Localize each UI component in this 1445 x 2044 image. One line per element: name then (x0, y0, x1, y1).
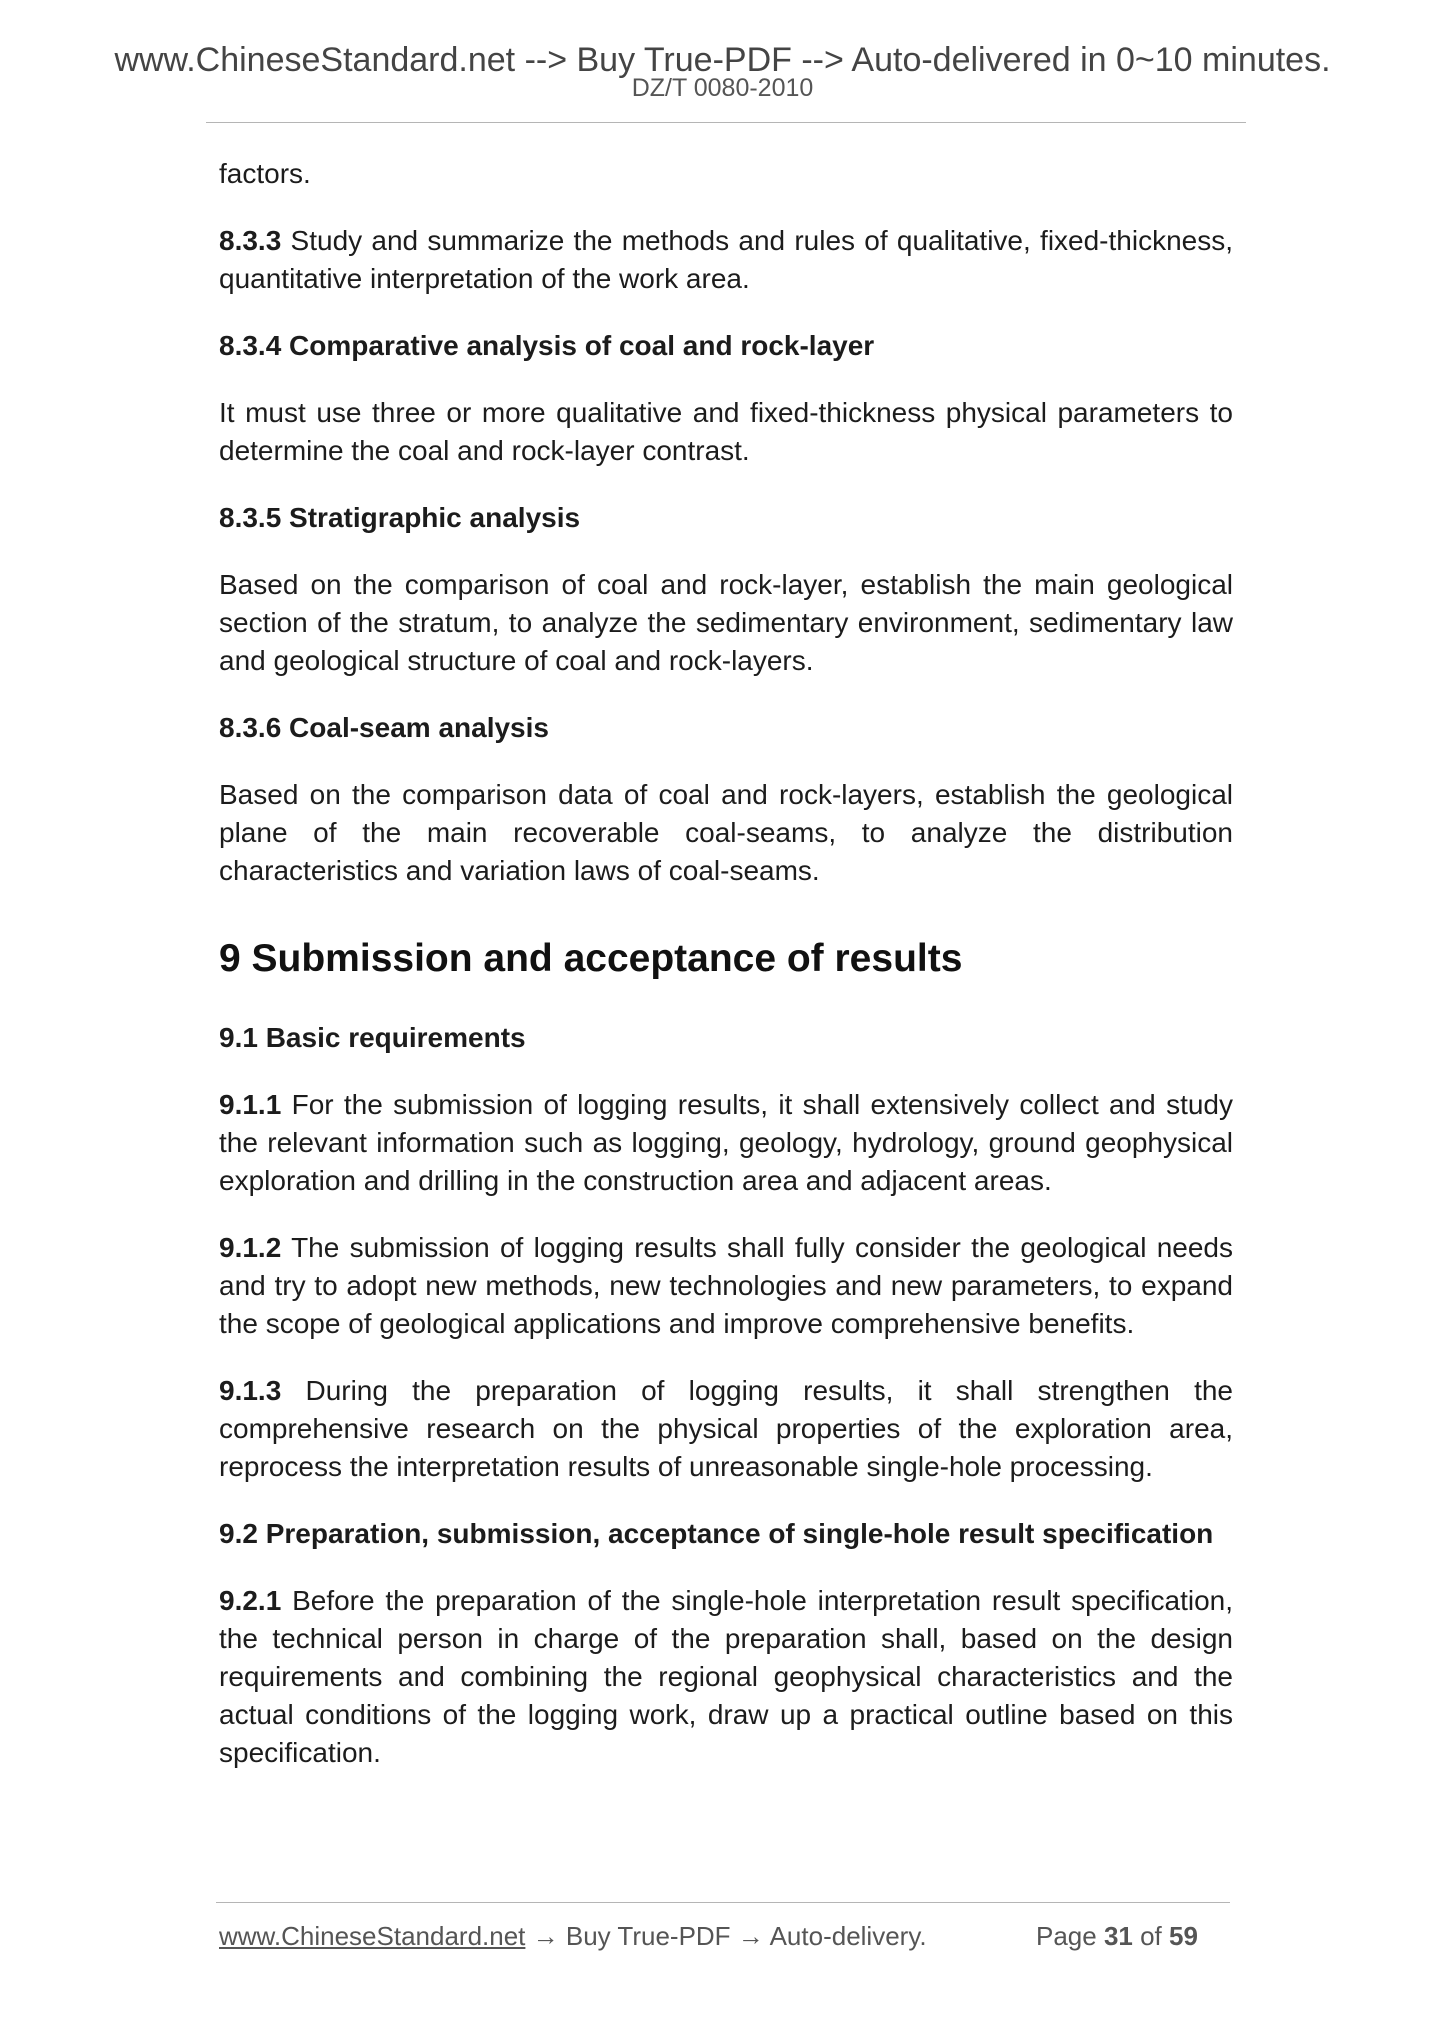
clause-8-3-3 (219, 222, 1233, 298)
clause-9-1-1 (219, 1086, 1233, 1200)
clause-number: 9.1.2 (219, 1232, 282, 1263)
clause-text: For the submission of logging results, it shall extensively collect and study the relevant information such as logging, geology, hydrology, ground geophysical exploration and drilling in the construction area and adjacent areas. (219, 1089, 1233, 1196)
header-banner: www.ChineseStandard.net --> Buy True-PDF --> Auto-delivered in 0~10 minutes. (114, 41, 1331, 79)
section-text-8-3-4: It must use three or more qualitative and fixed-thickness physical parameters to determine the coal and rock-layer contrast. (219, 397, 1233, 466)
footer-site-link[interactable]: www.ChineseStandard.net (219, 1921, 526, 1951)
clause-9-2-1 (219, 1582, 1233, 1772)
section-heading-8-3-5: 8.3.5 Stratigraphic analysis (219, 502, 581, 533)
footer-divider (216, 1902, 1230, 1903)
header-divider (206, 122, 1246, 123)
paragraph-continuation: factors. (219, 158, 311, 189)
section-heading-8-3-4: 8.3.4 Comparative analysis of coal and rock-layer (219, 330, 875, 361)
arrow-right-icon: → (730, 1921, 770, 1951)
section-heading-9-2: 9.2 Preparation, submission, acceptance of single-hole result specification (219, 1518, 1214, 1549)
total-pages: 59 (1169, 1921, 1198, 1951)
footer-links (219, 1920, 927, 1952)
section-text-8-3-5: Based on the comparison of coal and rock-layer, establish the main geological section of the stratum, to analyze the sedimentary environment, sedimentary law and geological structure of coal and rock-layers. (219, 569, 1233, 676)
arrow-right-icon: → (525, 1921, 566, 1951)
clause-number: 9.1.1 (219, 1089, 282, 1120)
page-label: Page (1036, 1921, 1104, 1951)
clause-9-1-3 (219, 1372, 1233, 1486)
section-heading-9-1: 9.1 Basic requirements (219, 1022, 526, 1053)
clause-number: 9.1.3 (219, 1375, 282, 1406)
section-heading-8-3-6: 8.3.6 Coal-seam analysis (219, 712, 549, 743)
page-number: 31 (1103, 1921, 1133, 1951)
clause-text: Study and summarize the methods and rules of qualitative, fixed-thickness, quantitative interpretation of the work area. (219, 225, 1233, 294)
footer-buy-text: Buy True-PDF (565, 1921, 731, 1951)
chapter-heading-9: 9 Submission and acceptance of results (219, 937, 963, 980)
clause-text: During the preparation of logging results, it shall strengthen the comprehensive research on the physical properties of the exploration area, reprocess the interpretation results of unreasonable single-hole processing. (219, 1375, 1233, 1482)
standard-code: DZ/T 0080-2010 (631, 74, 814, 102)
clause-number: 8.3.3 (219, 225, 282, 256)
footer-delivery-text: Auto-delivery. (769, 1921, 927, 1951)
clause-9-1-2 (219, 1229, 1233, 1343)
clause-text: The submission of logging results shall fully consider the geological needs and try to adopt new methods, new technologies and new parameters, to expand the scope of geological applications and improve comprehensive benefits. (219, 1232, 1233, 1339)
section-text-8-3-6: Based on the comparison data of coal and rock-layers, establish the geological plane of the main recoverable coal-seams, to analyze the distribution characteristics and variation laws of coal-seams. (219, 779, 1233, 886)
of-label: of (1132, 1921, 1170, 1951)
clause-text: Before the preparation of the single-hole interpretation result specification, the technical person in charge of the preparation shall, based on the design requirements and combining the regional geophysical characteristics and the actual conditions of the logging work, draw up a practical outline based on this specification. (219, 1585, 1233, 1768)
clause-number: 9.2.1 (219, 1585, 282, 1616)
page-indicator (1036, 1920, 1198, 1952)
document-body (219, 155, 1233, 1801)
